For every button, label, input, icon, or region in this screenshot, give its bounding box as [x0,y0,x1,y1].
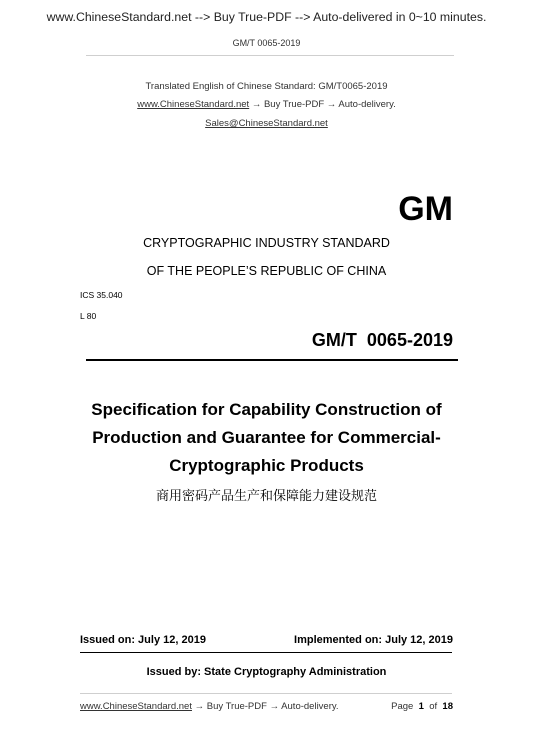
issuer-divider [80,652,452,653]
of-label: of [429,701,438,712]
page-total: 18 [442,701,453,712]
industry-line-2: OF THE PEOPLE’S REPUBLIC OF CHINA [146,264,387,278]
gm-logo: GM [398,190,453,228]
footer-link[interactable]: www.ChineseStandard.net [80,701,192,712]
title-line-3: Cryptographic Products [169,456,364,475]
delivery-text: → Buy True-PDF → Auto-delivery. [249,99,396,110]
title-divider [86,359,458,361]
issuing-authority: Issued by: State Cryptography Administration [146,666,387,678]
ccs-code: L 80 [80,311,97,321]
standard-number: GM/T 0065-2019 [311,330,453,350]
header-doc-number: GM/T 0065-2019 [232,38,301,48]
email-line [0,118,533,129]
sales-email-link[interactable]: Sales@ChineseStandard.net [205,118,328,129]
page-label: Page [391,701,414,712]
footer-divider [80,693,452,694]
issued-date: Issued on: July 12, 2019 [80,634,206,646]
page-number: 1 [418,701,424,712]
page-indicator [391,701,453,712]
chinese-title: 商用密码产品生产和保障能力建设规范 [155,489,377,504]
translation-note: Translated English of Chinese Standard: GM/T0065-2019 [145,81,388,92]
delivery-line [0,99,533,110]
top-banner[interactable]: www.ChineseStandard.net --> Buy True-PDF --> Auto-delivered in 0~10 minutes. [46,10,487,24]
chinesestandard-link[interactable]: www.ChineseStandard.net [137,99,250,110]
ics-code: ICS 35.040 [80,290,123,300]
footer-delivery-text: → Buy True-PDF → Auto-delivery. [191,701,339,712]
footer-delivery [80,701,339,712]
header-divider [86,55,454,56]
industry-line-1: CRYPTOGRAPHIC INDUSTRY STANDARD [143,236,390,250]
implemented-date: Implemented on: July 12, 2019 [294,634,453,646]
title-line-1: Specification for Capability Construction of [91,400,442,419]
title-line-2: Production and Guarantee for Commercial- [92,428,441,447]
